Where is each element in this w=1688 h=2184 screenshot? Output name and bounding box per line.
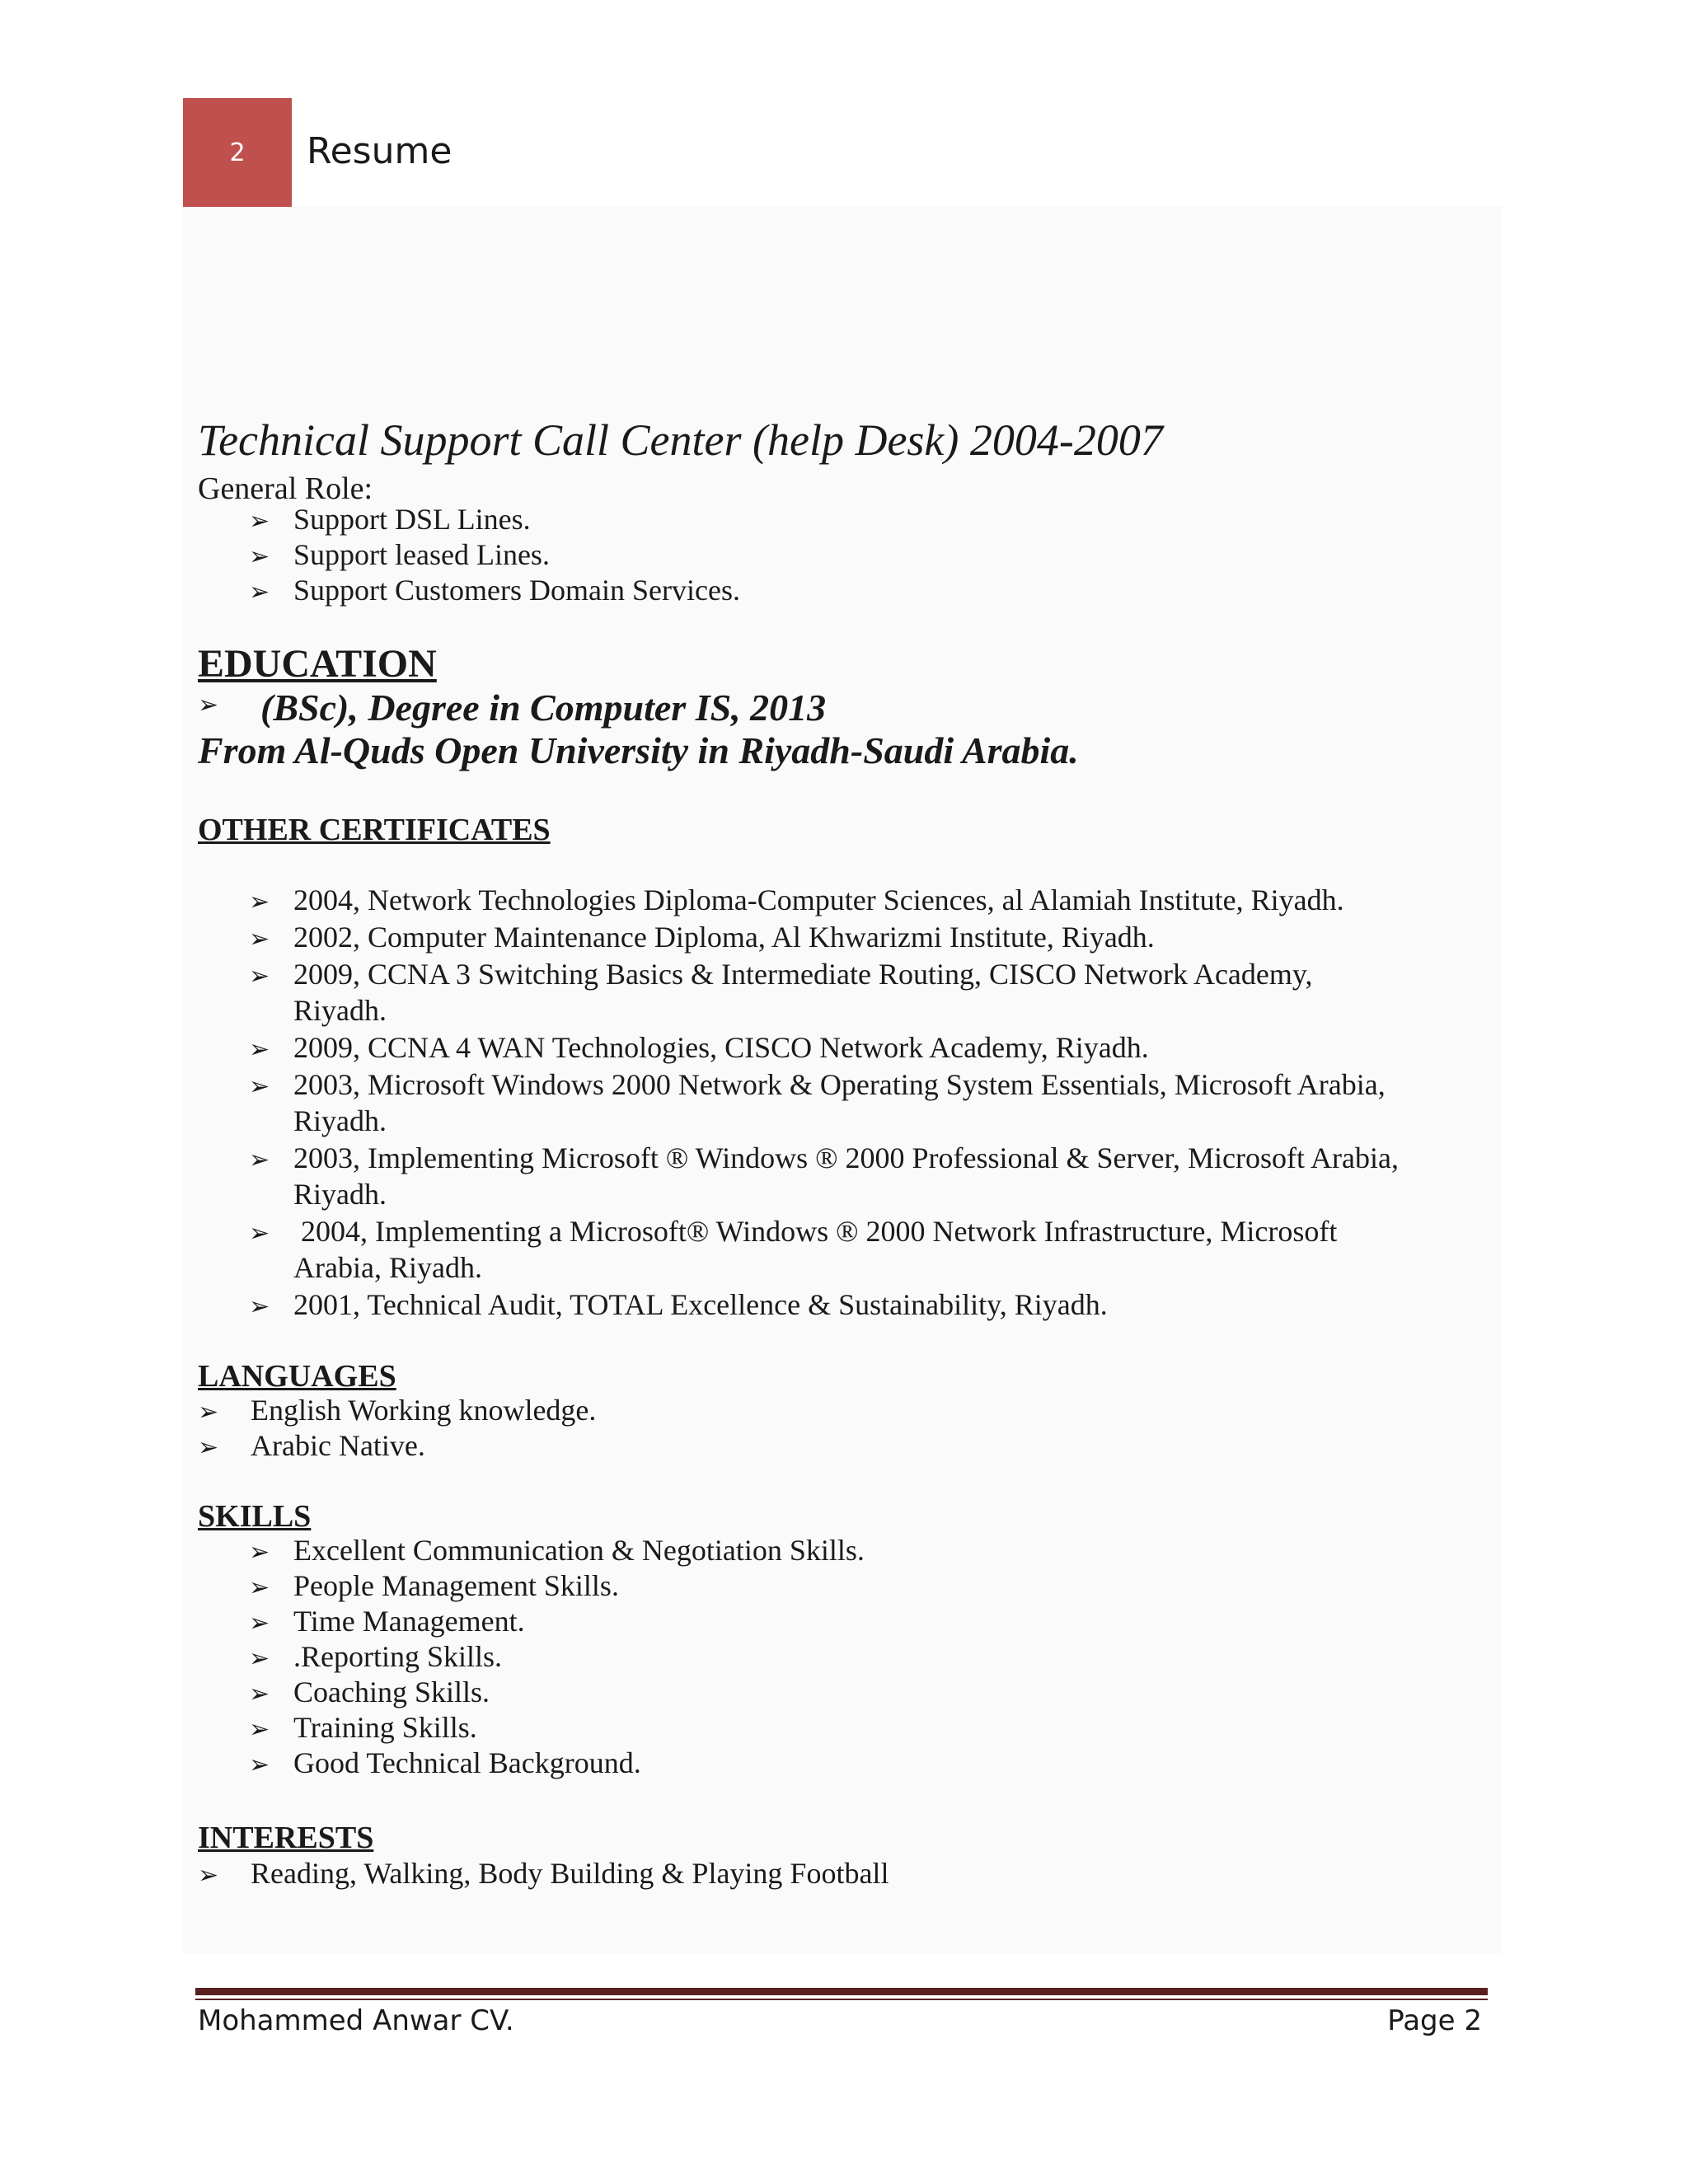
arrow-bullet-icon: ➢ bbox=[249, 1035, 270, 1064]
arrow-bullet-icon: ➢ bbox=[198, 1433, 219, 1462]
arrow-bullet-icon: ➢ bbox=[249, 1573, 270, 1602]
arrow-bullet-icon: ➢ bbox=[198, 691, 219, 719]
arrow-bullet-icon: ➢ bbox=[249, 1644, 270, 1673]
arrow-bullet-icon: ➢ bbox=[198, 1861, 219, 1890]
footer-rule bbox=[195, 1988, 1488, 1995]
certificates-heading: OTHER CERTIFICATES bbox=[198, 813, 551, 847]
arrow-bullet-icon: ➢ bbox=[249, 1680, 270, 1708]
skills-heading: SKILLS bbox=[198, 1499, 312, 1534]
arrow-bullet-icon: ➢ bbox=[249, 1292, 270, 1321]
arrow-bullet-icon: ➢ bbox=[249, 1219, 270, 1248]
arrow-bullet-icon: ➢ bbox=[249, 1538, 270, 1567]
footer-rule-thin bbox=[195, 1999, 1488, 2000]
languages-heading: LANGUAGES bbox=[198, 1359, 396, 1394]
arrow-bullet-icon: ➢ bbox=[249, 1072, 270, 1101]
arrow-bullet-icon: ➢ bbox=[249, 888, 270, 916]
footer-page-number: Page 2 bbox=[1387, 2004, 1482, 2037]
education-heading: EDUCATION bbox=[198, 642, 437, 686]
arrow-bullet-icon: ➢ bbox=[249, 1715, 270, 1744]
arrow-bullet-icon: ➢ bbox=[249, 1609, 270, 1638]
university: From Al-Quds Open University in Riyadh-Saudi Arabia. bbox=[198, 729, 1079, 771]
arrow-bullet-icon: ➢ bbox=[249, 925, 270, 954]
arrow-bullet-icon: ➢ bbox=[249, 578, 270, 607]
arrow-bullet-icon: ➢ bbox=[249, 1146, 270, 1174]
arrow-bullet-icon: ➢ bbox=[249, 1750, 270, 1779]
degree: (BSc), Degree in Computer IS, 2013 bbox=[260, 687, 827, 729]
interests-heading: INTERESTS bbox=[198, 1821, 374, 1855]
job-title: Technical Support Call Center (help Desk) 2004-2007 bbox=[198, 415, 1163, 465]
page-number-badge bbox=[183, 98, 292, 207]
role-label: General Role: bbox=[198, 471, 373, 506]
arrow-bullet-icon: ➢ bbox=[249, 962, 270, 991]
footer-name: Mohammed Anwar CV. bbox=[198, 2004, 514, 2037]
arrow-bullet-icon: ➢ bbox=[249, 542, 270, 571]
header-title: Resume bbox=[307, 130, 452, 172]
page-number: 2 bbox=[229, 138, 246, 167]
arrow-bullet-icon: ➢ bbox=[249, 507, 270, 536]
arrow-bullet-icon: ➢ bbox=[198, 1398, 219, 1427]
